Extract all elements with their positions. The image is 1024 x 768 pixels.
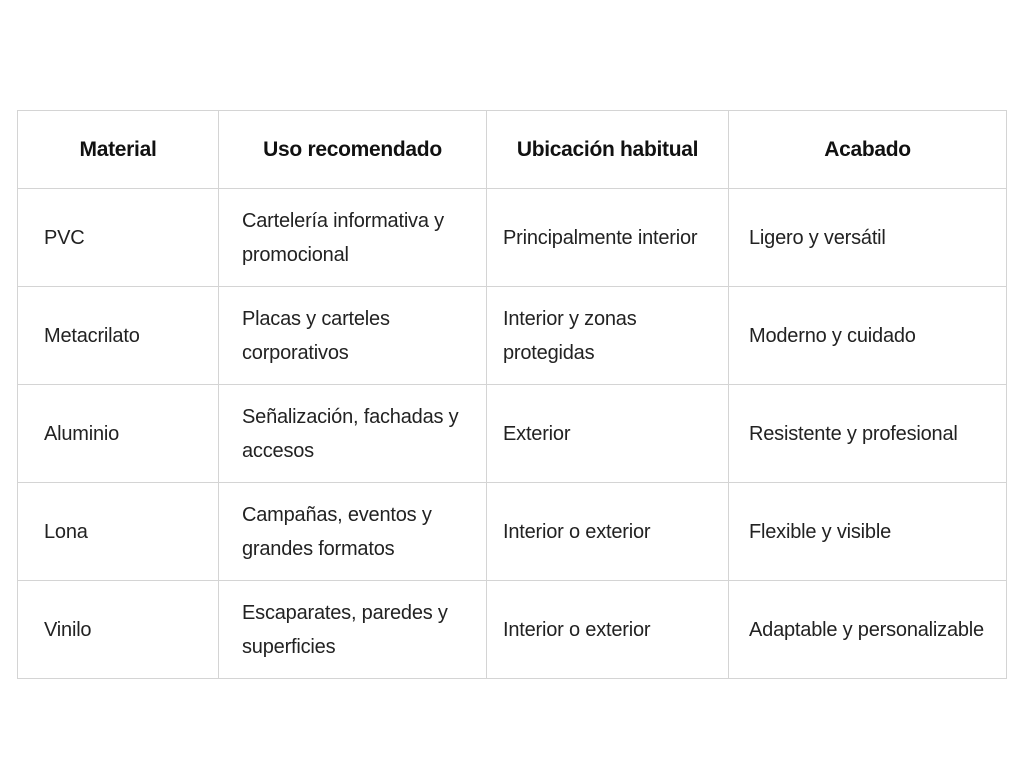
- cell-uso: Campañas, eventos y grandes formatos: [219, 483, 487, 581]
- header-ubicacion-habitual: Ubicación habitual: [487, 111, 729, 189]
- header-material: Material: [18, 111, 219, 189]
- cell-ubicacion: Interior y zonas protegidas: [487, 287, 729, 385]
- cell-acabado: Resistente y profesional: [729, 385, 1007, 483]
- table-row: [18, 189, 1007, 287]
- cell-material: Lona: [18, 483, 219, 581]
- cell-ubicacion: Interior o exterior: [487, 581, 729, 679]
- cell-acabado: Flexible y visible: [729, 483, 1007, 581]
- cell-material: PVC: [18, 189, 219, 287]
- header-row: [18, 111, 1007, 189]
- cell-acabado: Adaptable y personalizable: [729, 581, 1007, 679]
- header-uso-recomendado: Uso recomendado: [219, 111, 487, 189]
- cell-acabado: Ligero y versátil: [729, 189, 1007, 287]
- cell-uso: Escaparates, paredes y superficies: [219, 581, 487, 679]
- cell-ubicacion: Interior o exterior: [487, 483, 729, 581]
- cell-acabado: Moderno y cuidado: [729, 287, 1007, 385]
- cell-uso: Cartelería informativa y promocional: [219, 189, 487, 287]
- table-row: [18, 581, 1007, 679]
- header-acabado: Acabado: [729, 111, 1007, 189]
- cell-material: Vinilo: [18, 581, 219, 679]
- cell-ubicacion: Principalmente interior: [487, 189, 729, 287]
- cell-material: Aluminio: [18, 385, 219, 483]
- table-body: [18, 189, 1007, 679]
- cell-ubicacion: Exterior: [487, 385, 729, 483]
- cell-uso: Señalización, fachadas y accesos: [219, 385, 487, 483]
- table-row: [18, 385, 1007, 483]
- cell-uso: Placas y carteles corporativos: [219, 287, 487, 385]
- materials-table-container: [17, 110, 1006, 679]
- cell-material: Metacrilato: [18, 287, 219, 385]
- table-row: [18, 287, 1007, 385]
- table-header: [18, 111, 1007, 189]
- materials-table: [17, 110, 1007, 679]
- table-row: [18, 483, 1007, 581]
